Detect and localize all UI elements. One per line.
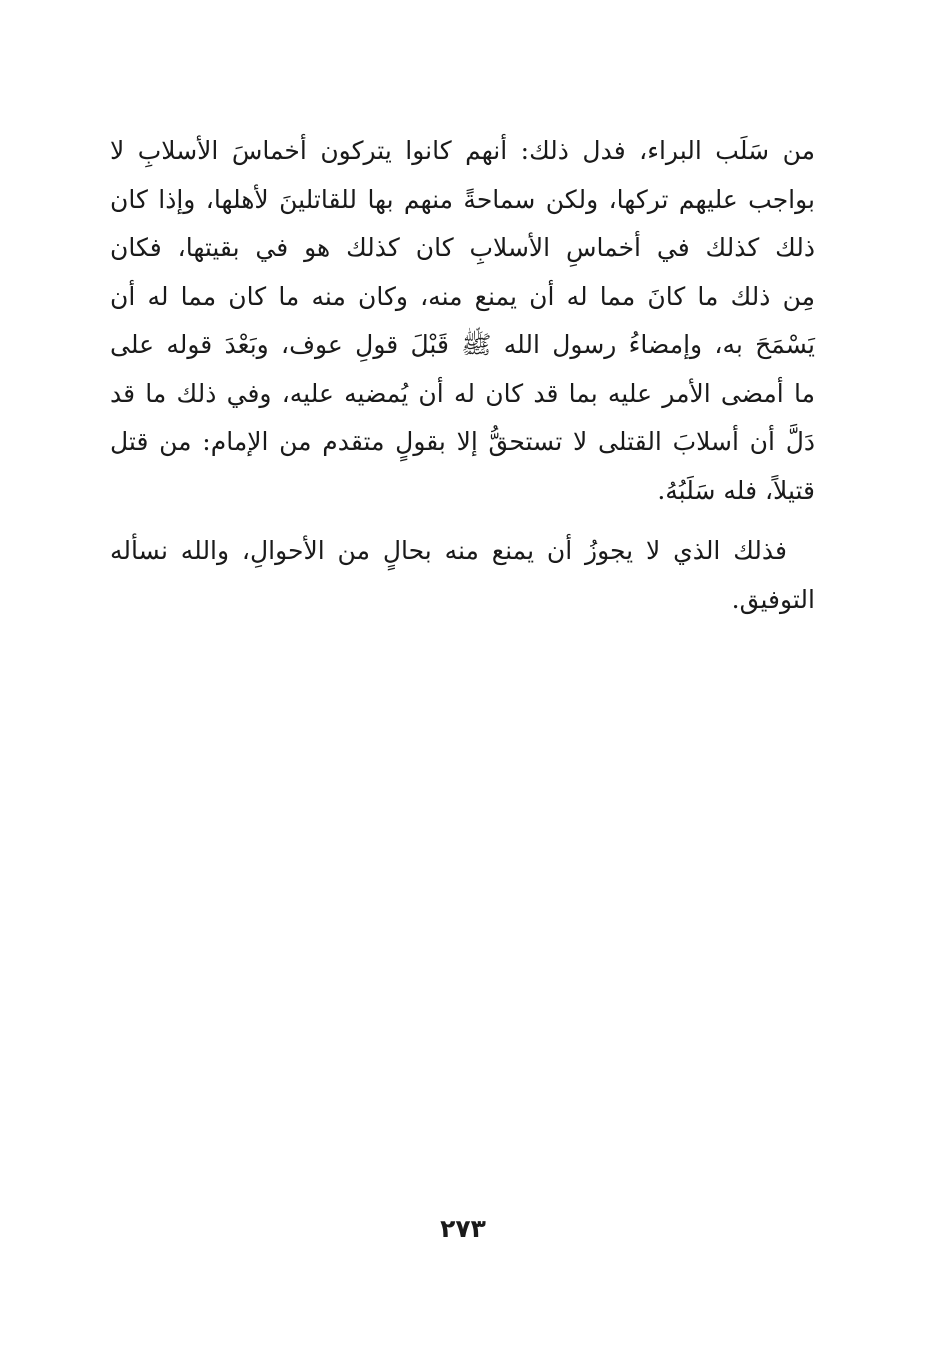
paragraph-2-line-1: فذلك الذي لا يجوزُ أن يمنع منه بحالٍ من الأحوالِ، والله نسأله bbox=[110, 536, 787, 565]
paragraph-1-line-2: بواجب عليهم تركها، ولكن سماحةً منهم بها للقاتلينَ لأهلها، وإذا كان bbox=[110, 184, 815, 214]
paragraph-2 bbox=[110, 527, 815, 624]
paragraph-1-line-6: ما أمضى الأمر عليه بما قد كان له أن يُمضيه عليه، وفي ذلك ما قد bbox=[110, 378, 815, 408]
paragraph-1-line-8: قتيلاً، فله سَلَبُهُ. bbox=[657, 475, 815, 505]
page-number: ٢٧٣ bbox=[440, 1214, 486, 1243]
paragraph-1 bbox=[110, 127, 815, 515]
paragraph-1-line-5: يَسْمَحَ به، وإمضاءُ رسول الله ﷺ قَبْلَ قولِ عوف، وبَعْدَ قوله على bbox=[110, 330, 815, 359]
paragraph-1-line-3: ذلك كذلك في أخماسِ الأسلابِ كان كذلك هو في بقيتها، فكان bbox=[110, 233, 815, 262]
paragraph-1-line-4: مِن ذلك ما كانَ مما له أن يمنع منه، وكان منه ما كان مما له أن bbox=[110, 281, 815, 311]
paragraph-1-line-7: دَلَّ أن أسلابَ القتلى لا تستحقُّ إلا بقولٍ متقدم من الإمام: من قتل bbox=[110, 427, 815, 456]
paragraph-1-line-1: من سَلَب البراء، فدل ذلك: أنهم كانوا يتركون أخماسَ الأسلابِ لا bbox=[110, 136, 815, 165]
paragraph-2-line-2: التوفيق. bbox=[731, 584, 815, 614]
